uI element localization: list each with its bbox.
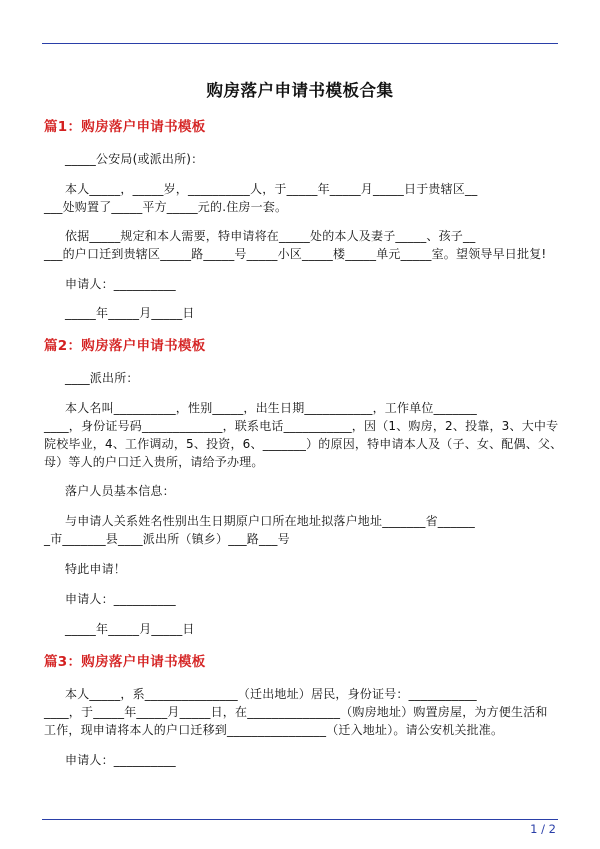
section2-closing: 特此申请！ [65, 562, 127, 576]
section1-paragraph2-line1: 依据_____规定和本人需要，特申请将在_____处的本人及妻子_____、孩子__ [65, 229, 476, 243]
section2-paragraph2-line1: 与申请人关系姓名性别出生日期原户口所在地址拟落户地址_______省______ [65, 514, 476, 528]
section1-paragraph1-line1: 本人_____，_____岁，__________人，于_____年_____月_____日于贵辖区__ [65, 182, 478, 196]
footer-rule [42, 819, 558, 820]
section1-paragraph1-line2: ___处购置了_____平方_____元的.住房一套。 [44, 200, 288, 214]
section1-paragraph2-line2: ___的户口迁到贵辖区_____路_____号_____小区_____楼_____单元_____室。望领导早日批复! [44, 247, 547, 261]
header-rule [42, 43, 558, 44]
document-title: 购房落户申请书模板合集 [206, 81, 394, 100]
section3-heading: 篇3：购房落户申请书模板 [44, 654, 206, 670]
section2-paragraph1-line1: 本人名叫__________，性别_____，出生日期___________，工作单位_______ [65, 401, 478, 415]
page-number: 1 / 2 [530, 822, 556, 836]
section2-paragraph2-line2: _市_______县____派出所（镇乡）___路___号 [44, 532, 290, 546]
section3-applicant: 申请人：__________ [65, 753, 176, 767]
section1-addressee: _____公安局(或派出所)： [65, 152, 204, 166]
section2-date: _____年_____月_____日 [65, 622, 195, 636]
section2-paragraph1-line2: ____，身份证号码_____________，联系电话___________，因（1、购房，2、投靠，3、大中专 [44, 419, 559, 433]
section2-heading: 篇2：购房落户申请书模板 [44, 338, 206, 354]
section3-paragraph1-line3: 工作，现申请将本人的户口迁移到________________（迁入地址）。请公安机关批准。 [44, 723, 504, 737]
section1-date: _____年_____月_____日 [65, 306, 195, 320]
section1-applicant: 申请人：__________ [65, 277, 176, 291]
section3-paragraph1-line1: 本人_____，系_______________（迁出地址）居民，身份证号：___________ [65, 687, 477, 701]
section2-applicant: 申请人：__________ [65, 592, 176, 606]
section3-paragraph1-line2: ____，于_____年_____月_____日，在_______________（购房地址）购置房屋，为方便生活和 [44, 705, 548, 719]
section2-paragraph1-line4: 母）等人的户口迁入贵所，请给予办理。 [44, 455, 264, 469]
section2-paragraph1-line3: 院校毕业，4、工作调动，5、投资，6、_______）的原因，特申请本人及（子、女、配偶、父、 [44, 437, 563, 451]
section2-addressee: ____派出所： [65, 371, 139, 385]
section1-heading: 篇1：购房落户申请书模板 [44, 119, 206, 135]
section2-info-label: 落户人员基本信息： [65, 484, 175, 498]
